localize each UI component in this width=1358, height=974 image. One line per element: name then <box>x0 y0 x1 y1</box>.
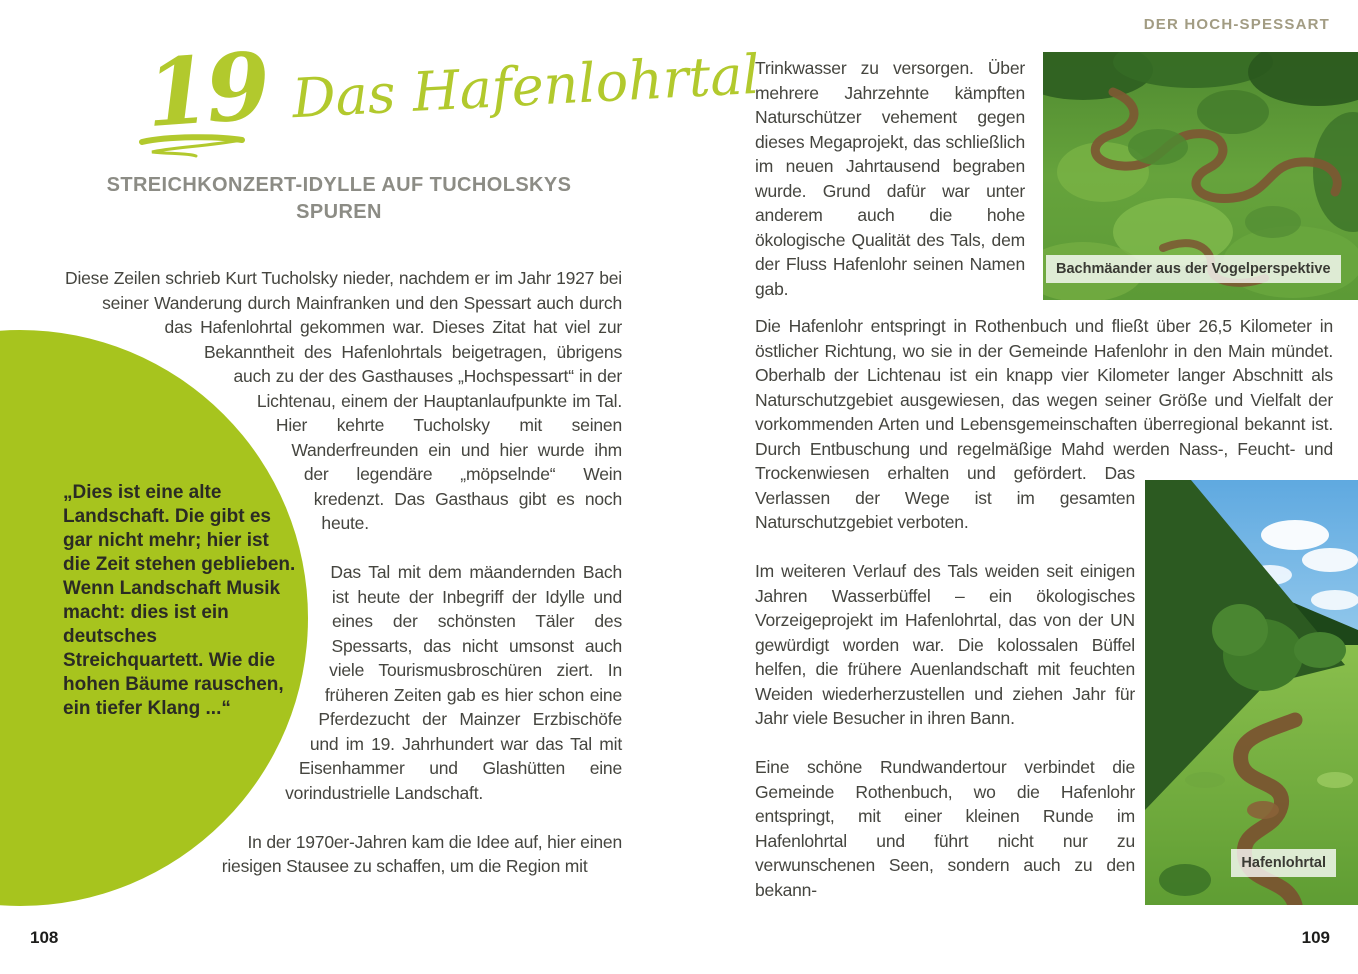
body-paragraph: Im weiteren Verlauf des Tals weiden seit einigen Jahren Wasserbüffel – ein ökologisches Vorzeigeprojekt im Hafenlohrtal, das von der UN gewürdigt worden war. Die kolossalen Büffel helfen, die frühere Auenlandschaft mit feuchten Weiden wiederherzustellen und ziehen Jahr für Jahr viele Besucher in ihren Bann. <box>755 561 1135 728</box>
brush-swoosh-icon <box>138 134 248 160</box>
photo-caption: Bachmäander aus der Vogelperspektive <box>1046 255 1341 283</box>
valley-photo <box>1145 480 1358 905</box>
page-number-left: 108 <box>30 928 59 947</box>
chapter-heading <box>142 31 762 149</box>
right-page-column-a <box>755 56 1025 301</box>
chapter-title: Das Hafenlohrtal <box>290 42 762 131</box>
body-paragraph: Diese Zeilen schrieb Kurt Tucholsky nieder, nachdem er im Jahr 1927 bei seiner Wanderung durch Mainfranken und den Spessart auch durch das Hafenlohrtal gekommen war. Dieses Zitat hat viel zur Bekanntheit des Hafenlohrtals beigetragen, übrigens auch zu der des Gasthauses „Hochspessart“ in der Lichtenau, einem der Hauptanlaufpunkte im Tal. Hier kehrte Tucholsky mit seinen Wanderfreunden ein und hier wurde ihm der legendäre „möpselnde“ Wein kredenzt. Das Gasthaus gibt es noch heute. <box>65 268 622 533</box>
chapter-number-wrap <box>142 31 270 149</box>
aerial-meander-photo <box>1043 52 1358 300</box>
photo-caption: Hafenlohrtal <box>1231 849 1336 877</box>
body-paragraph: Eine schöne Rundwandertour verbindet die Gemeinde Rothenbuch, wo die Hafenlohr entspringt, mit einer kleinen Runde im Hafenlohrtal und führt nicht nur zu verwunschenen Seen, sondern auch zu den bekann- <box>755 757 1135 900</box>
page-number-right: 109 <box>1301 928 1330 947</box>
valley-illustration <box>1145 480 1358 905</box>
chapter-number: 19 <box>142 31 270 149</box>
body-paragraph: Trinkwasser zu versorgen. Über mehrere Jahrzehnte kämpften Naturschützer vehement gegen dieses Megaprojekt, das schließlich im neuen Jahrtausend begraben wurde. Grund dafür war unter anderem auch die hohe ökologische Qualität des Tals, dem der Fluss Hafenlohr seinen Namen gab. <box>755 58 1025 299</box>
body-paragraph: Die Hafenlohr entspringt in Rothenbuch und fließt über 26,5 Kilometer in östlicher Richtung, wo sie in der Gemeinde Hafenlohr in den Main mündet. Oberhalb der Lichtenau ist ein knapp vier Kilometer langer Abschnitt als Naturschutzgebiet ausgewiesen, das wegen seiner Größe und Vielfalt der vorkommenden Arten und Lebensgemeinschaften überregional bekannt ist. Durch Entbuschung und regelmäßige Mahd werden Nass-, Feucht- und Trockenwiesen erhalten und gefördert. Das Verlassen der Wege ist im gesamten Naturschutzgebiet verboten. <box>755 316 1333 532</box>
chapter-subtitle: STREICHKONZERT-IDYLLE AUF TUCHOLSKYS SPUREN <box>106 174 572 223</box>
running-head: DER HOCH-SPESSART <box>1143 16 1330 33</box>
pull-quote: „Dies ist eine alte Landschaft. Die gibt es gar nicht mehr; hier ist die Zeit stehen geblieben. Wenn Landschaft Musik macht: dies ist ein deutsches Streichquartett. Wie die hohen Bäume rauschen, ein tiefer Klang ...“ <box>63 482 296 719</box>
body-paragraph: Das Tal mit dem mäandernden Bach ist heute der Inbegriff der Idylle und eines der schönsten Täler des Spessarts, das nicht umsonst auch viele Tourismusbroschüren ziert. In früheren Zeiten gab es hier schon eine Pferdezucht der Mainzer Erzbischöfe und im 19. Jahrhundert war das Tal mit Eisenhammer und Glashütten eine vorindustrielle Landschaft. <box>285 562 622 803</box>
body-paragraph: In der 1970er-Jahren kam die Idee auf, hier einen riesigen Stausee zu schaffen, um die Region mit <box>221 831 622 876</box>
